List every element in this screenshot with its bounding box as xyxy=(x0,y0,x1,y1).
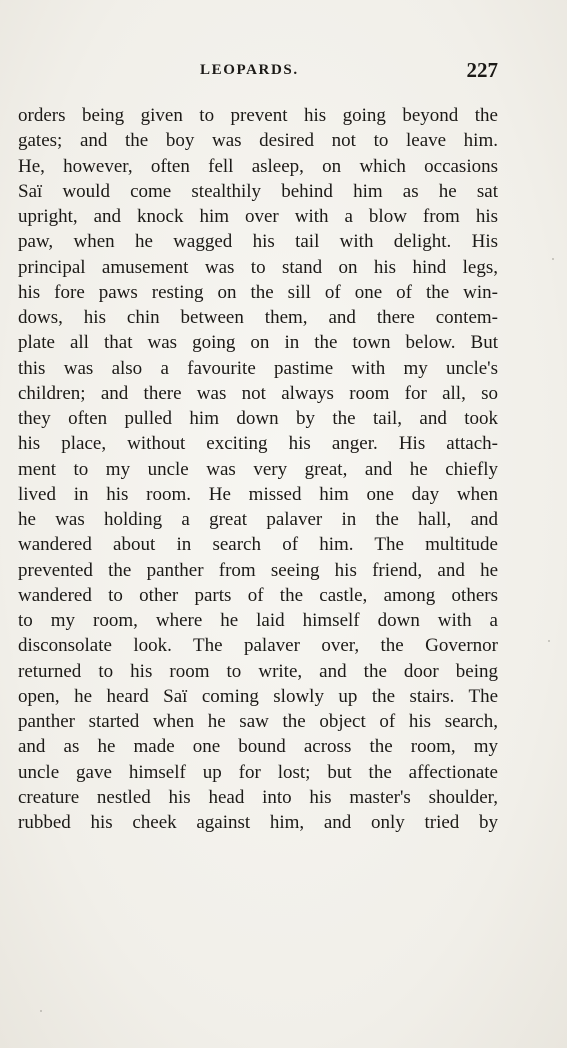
page-header xyxy=(18,60,498,90)
text-line: uncle gave himself up for lost; but the affectionate xyxy=(18,761,498,783)
text-line: paw, when he wagged his tail with delight. His xyxy=(18,231,498,253)
text-line: Saï would come stealthily behind him as he sat xyxy=(18,180,498,202)
text-line: creature nestled his head into his master's shoulder, xyxy=(18,786,498,808)
text-line: He, however, often fell asleep, on which occasions xyxy=(18,155,498,177)
text-line: rubbed his cheek against him, and only tried by xyxy=(18,812,498,833)
text-line: they often pulled him down by the tail, and took xyxy=(18,408,498,429)
text-line: wandered to other parts of the castle, among others xyxy=(18,584,498,606)
text-line: and as he made one bound across the room, my xyxy=(18,736,498,758)
text-line: dows, his chin between them, and there contem- xyxy=(18,307,498,328)
text-line: principal amusement was to stand on his hind legs, xyxy=(18,256,498,278)
text-line: disconsolate look. The palaver over, the Governor xyxy=(18,635,498,657)
text-line: panther started when he saw the object of his search, xyxy=(18,711,498,732)
text-line: to my room, where he laid himself down with a xyxy=(18,610,498,631)
text-line: this was also a favourite pastime with my uncle's xyxy=(18,357,498,379)
text-line: he was holding a great palaver in the hall, and xyxy=(18,509,498,530)
text-line: his fore paws resting on the sill of one of the win- xyxy=(18,281,498,303)
page-number: 227 xyxy=(466,58,498,82)
text-line: lived in his room. He missed him one day when xyxy=(18,483,498,505)
running-title: LEOPARDS. xyxy=(200,62,299,78)
body-text xyxy=(18,103,498,835)
paper-speck xyxy=(552,258,554,260)
text-line: returned to his room to write, and the door being xyxy=(18,660,498,682)
paper-speck xyxy=(40,1010,42,1012)
text-line: upright, and knock him over with a blow from his xyxy=(18,206,498,227)
text-line: ment to my uncle was very great, and he chiefly xyxy=(18,458,498,480)
text-line: plate all that was going on in the town below. But xyxy=(18,332,498,354)
text-line: gates; and the boy was desired not to leave him. xyxy=(18,130,498,152)
text-line: children; and there was not always room for all, so xyxy=(18,382,498,404)
text-line: orders being given to prevent his going beyond the xyxy=(18,105,498,126)
paper-speck xyxy=(548,640,550,642)
text-line: open, he heard Saï coming slowly up the stairs. The xyxy=(18,685,498,707)
text-line: prevented the panther from seeing his friend, and he xyxy=(18,559,498,581)
text-line: his place, without exciting his anger. His attach- xyxy=(18,433,498,455)
text-line: wandered about in search of him. The multitude xyxy=(18,534,498,556)
